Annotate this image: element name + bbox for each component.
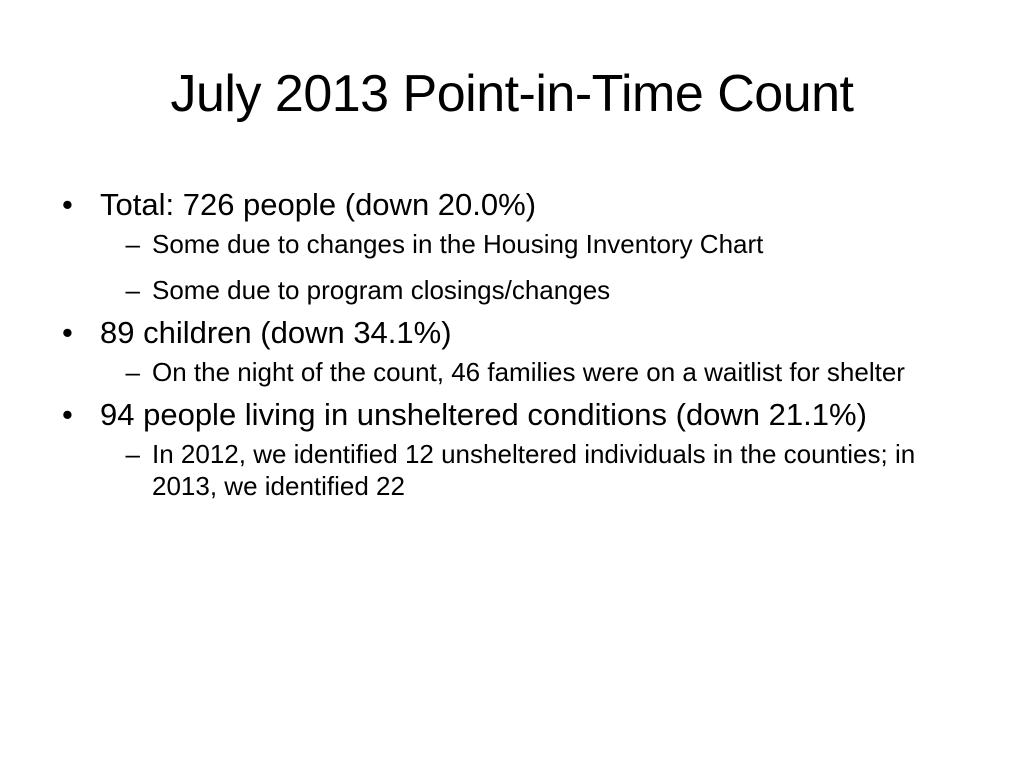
bullet-marker: • — [62, 397, 73, 432]
sub-bullet-list — [100, 228, 962, 306]
sub-bullet — [108, 228, 962, 260]
sub-bullet-text: On the night of the count, 46 families were on a waitlist for shelter — [152, 357, 905, 387]
bullet-total — [62, 186, 962, 306]
sub-bullet-marker: – — [125, 357, 140, 387]
sub-bullet-text: Some due to changes in the Housing Inventory Chart — [152, 229, 764, 259]
sub-bullet-text: In 2012, we identified 12 unsheltered individuals in the counties; in 2013, we identified 22 — [152, 439, 916, 501]
bullet-text: 89 children (down 34.1%) — [100, 315, 452, 350]
bullet-list — [62, 186, 962, 510]
slide-title: July 2013 Point-in-Time Count — [170, 65, 854, 123]
bullet-children — [62, 314, 962, 388]
sub-bullet — [108, 274, 962, 306]
bullet-marker: • — [62, 315, 73, 350]
bullet-marker: • — [62, 187, 73, 222]
bullet-unsheltered — [62, 396, 962, 502]
sub-bullet — [108, 356, 962, 388]
sub-bullet-list — [100, 356, 962, 388]
bullet-text: Total: 726 people (down 20.0%) — [100, 187, 537, 222]
sub-bullet-marker: – — [125, 229, 140, 259]
sub-bullet — [108, 438, 962, 502]
sub-bullet-text: Some due to program closings/changes — [152, 275, 611, 305]
sub-bullet-marker: – — [125, 275, 140, 305]
sub-bullet-marker: – — [125, 439, 140, 469]
sub-bullet-list — [100, 438, 962, 502]
bullet-text: 94 people living in unsheltered conditions (down 21.1%) — [100, 397, 867, 432]
